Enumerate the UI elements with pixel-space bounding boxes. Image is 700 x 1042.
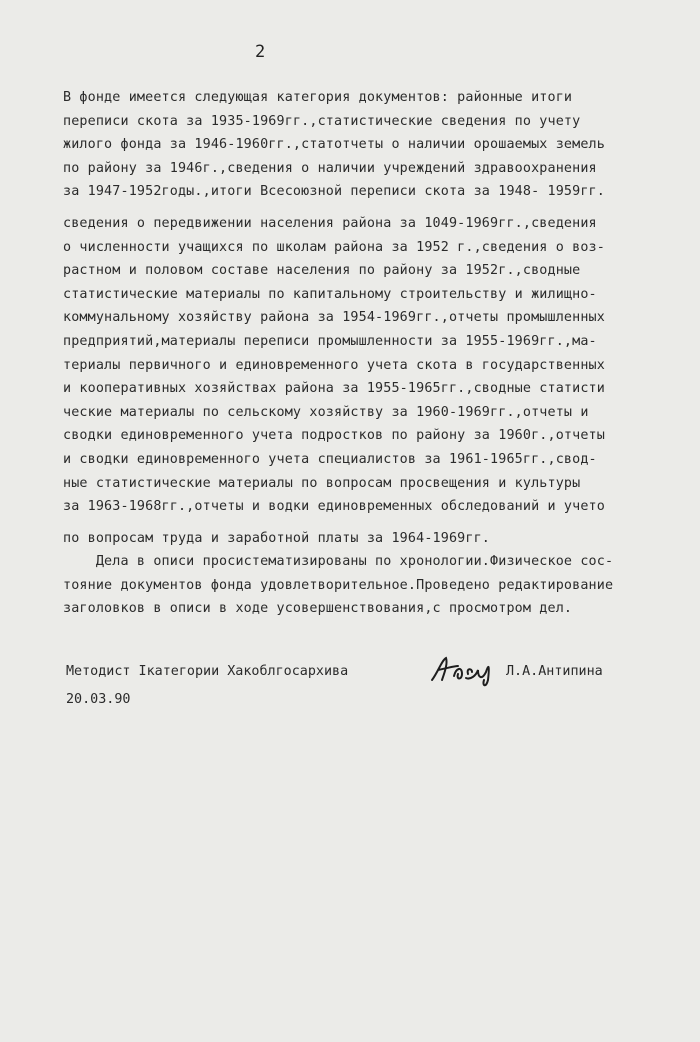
text-line: о численности учащихся по школам района за 1952 г.,сведения о воз- <box>63 239 605 255</box>
signer-position: Методист Iкатегории Хакоблгосархива <box>66 664 349 679</box>
text-line: и кооперативных хозяйствах района за 1955-1965гг.,сводные статисти <box>63 381 605 397</box>
text-line: сводки единовременного учета подростков по району за 1960г.,отчеты <box>63 428 605 444</box>
text-line: сведения о передвижении населения района за 1049-1969гг.,сведения <box>63 215 597 231</box>
handwritten-signature <box>428 650 506 690</box>
text-line: Дела в описи просистематизированы по хронологии.Физическое сос- <box>63 554 614 570</box>
document-date: 20.03.90 <box>66 692 131 707</box>
document-body <box>63 86 693 621</box>
text-line: растном и половом составе населения по району за 1952г.,сводные <box>63 263 581 279</box>
signature-block <box>66 664 686 724</box>
page-number: 2 <box>255 42 266 62</box>
text-line: статистические материалы по капитальному строительству и жилищно- <box>63 286 597 302</box>
text-line: коммунальному хозяйству района за 1954-1969гг.,отчеты промышленных <box>63 310 605 326</box>
text-line: териалы первичного и единовременного учета скота в государственных <box>63 357 605 373</box>
text-line: ные статистические материалы по вопросам просвещения и культуры <box>63 475 581 491</box>
text-line: предприятий,материалы переписи промышленности за 1955-1969гг.,ма- <box>63 333 597 349</box>
text-line: и сводки единовременного учета специалистов за 1961-1965гг.,свод- <box>63 451 597 467</box>
text-line: по району за 1946г.,сведения о наличии учреждений здравоохранения <box>63 160 597 176</box>
signer-name: Л.А.Антипина <box>506 664 603 679</box>
text-line: тояние документов фонда удовлетворительное.Проведено редактирование <box>63 577 614 593</box>
text-line: жилого фонда за 1946-1960гг.,статотчеты о наличии орошаемых земель <box>63 137 605 153</box>
text-line: по вопросам труда и заработной платы за 1964-1969гг. <box>63 530 491 546</box>
text-line: В фонде имеется следующая категория документов: районные итоги <box>63 90 573 105</box>
text-line: за 1947-1952годы.,итоги Всесоюзной переписи скота за 1948- 1959гг. <box>63 184 605 200</box>
text-line: за 1963-1968гг.,отчеты и водки единовременных обследований и учето <box>63 499 605 515</box>
text-line: заголовков в описи в ходе усовершенствования,с просмотром дел. <box>63 601 573 617</box>
text-line: ческие материалы по сельскому хозяйству за 1960-1969гг.,отчеты и <box>63 404 589 420</box>
text-line: переписи скота за 1935-1969гг.,статистические сведения по учету <box>63 113 581 129</box>
